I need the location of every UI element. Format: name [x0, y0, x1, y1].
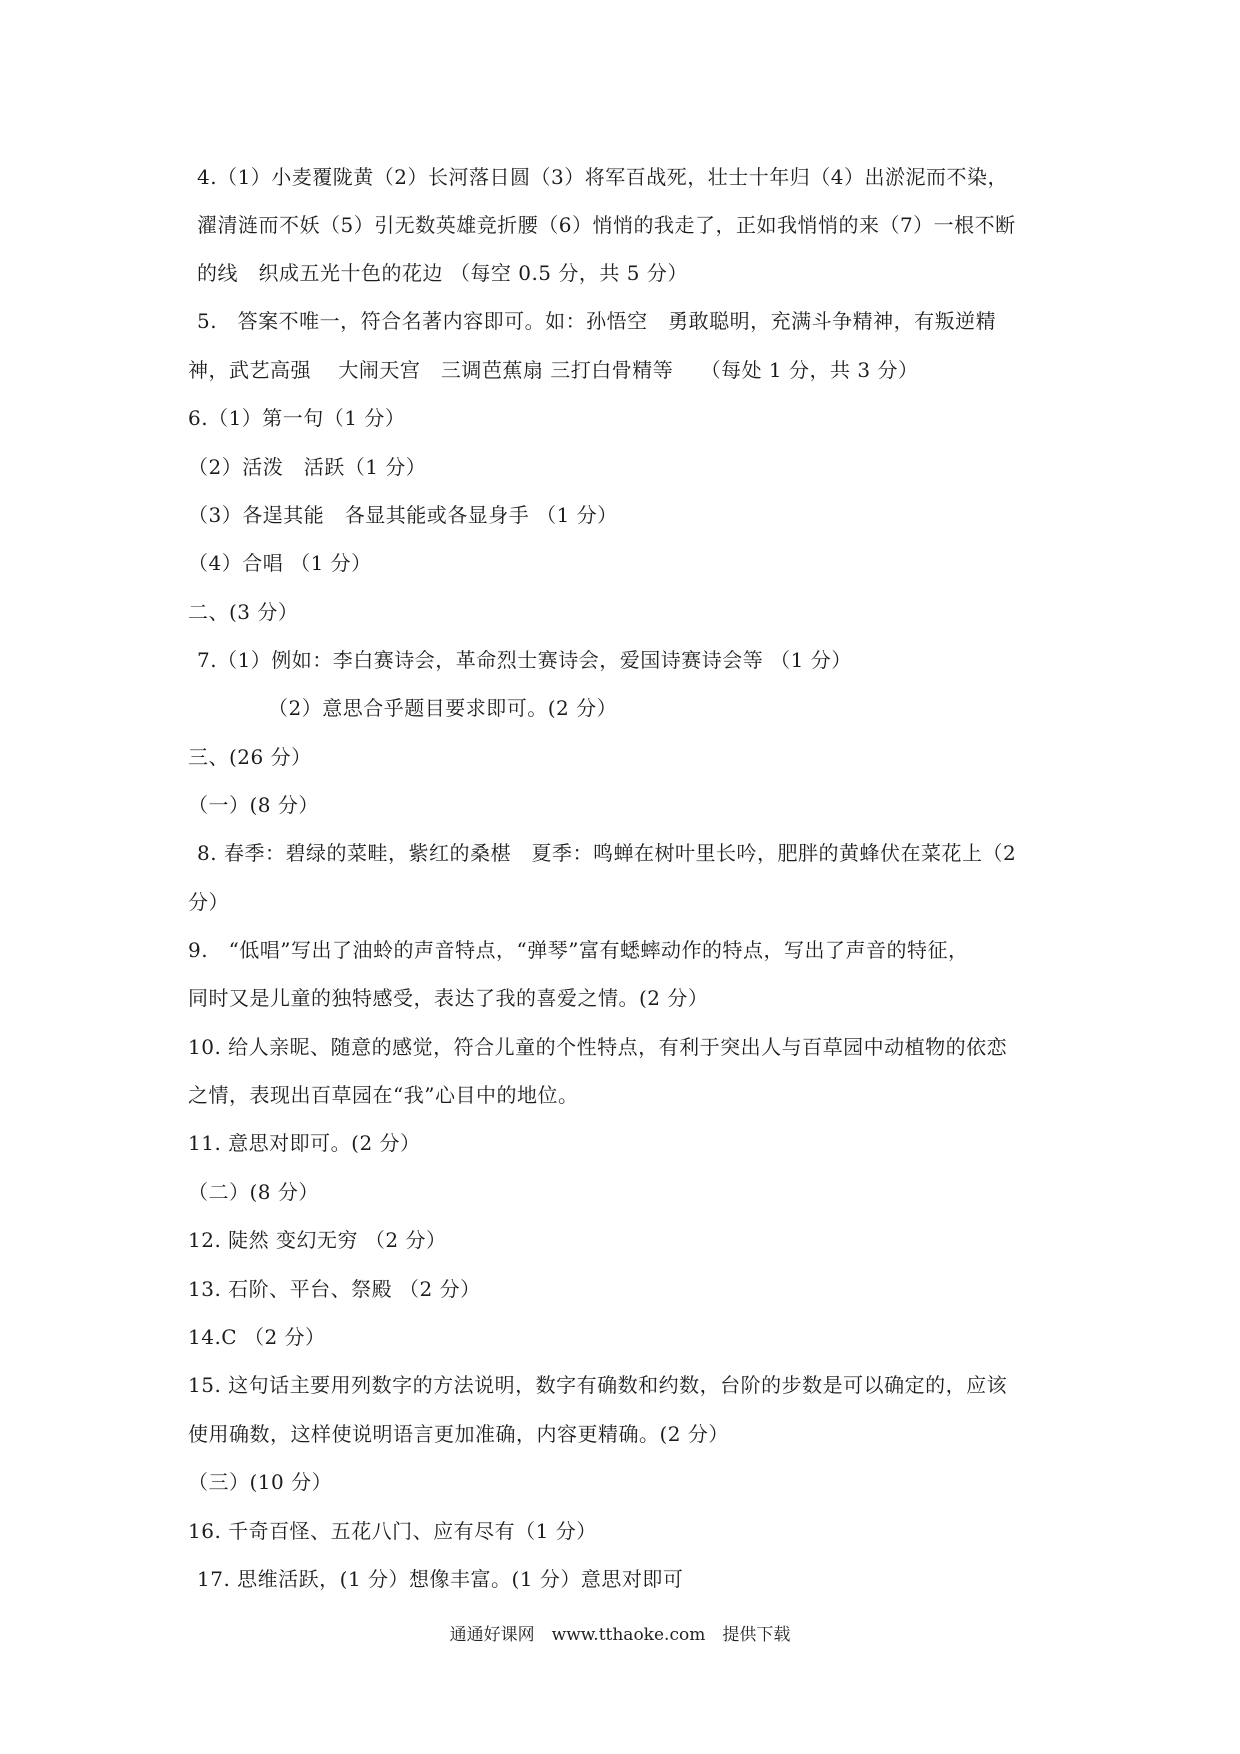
answer-15-line-2: 使用确数，这样使说明语言更加准确，内容更精确。(2 分）: [188, 1422, 729, 1446]
subsection-1-heading: （一）(8 分）: [188, 793, 319, 817]
answer-7-2: （2）意思合乎题目要求即可。(2 分）: [268, 696, 618, 720]
answer-7-1: 7.（1）例如：李白赛诗会，革命烈士赛诗会，爱国诗赛诗会等 （1 分）: [197, 648, 852, 672]
answer-4-line-3: 的线 织成五光十色的花边 （每空 0.5 分，共 5 分）: [197, 261, 688, 285]
answer-4-line-2: 濯清涟而不妖（5）引无数英雄竞折腰（6）悄悄的我走了，正如我悄悄的来（7）一根不断: [197, 213, 1016, 237]
section-2-heading: 二、(3 分）: [188, 600, 299, 624]
answer-4-line-1: 4.（1）小麦覆陇黄（2）长河落日圆（3）将军百战死，壮士十年归（4）出淤泥而不染，: [197, 165, 1008, 189]
answer-6-1: 6.（1）第一句（1 分）: [188, 406, 406, 430]
answer-17: 17. 思维活跃，(1 分）想像丰富。(1 分）意思对即可: [197, 1567, 684, 1591]
answer-13: 13. 石阶、平台、祭殿 （2 分）: [188, 1277, 481, 1301]
subsection-2-heading: （二）(8 分）: [188, 1180, 319, 1204]
answer-9-line-1: 9. “低唱”写出了油蛉的声音特点，“弹琴”富有蟋蟀动作的特点，写出了声音的特征，: [188, 938, 969, 962]
answer-10-line-2: 之情，表现出百草园在“我”心目中的地位。: [188, 1083, 579, 1107]
answer-6-2: （2）活泼 活跃（1 分）: [188, 455, 427, 479]
answer-12: 12. 陡然 变幻无穷 （2 分）: [188, 1228, 447, 1252]
answer-11: 11. 意思对即可。(2 分）: [188, 1131, 421, 1155]
answer-9-line-2: 同时又是儿童的独特感受，表达了我的喜爱之情。(2 分）: [188, 986, 709, 1010]
page-footer: 通通好课网 www.tthaoke.com 提供下载: [449, 1625, 791, 1645]
answer-5-line-2: 神，武艺高强 大闹天宫 三调芭蕉扇 三打白骨精等 （每处 1 分，共 3 分）: [188, 358, 919, 382]
answer-16: 16. 千奇百怪、五花八门、应有尽有（1 分）: [188, 1519, 597, 1543]
section-3-heading: 三、(26 分）: [188, 745, 312, 769]
answer-15-line-1: 15. 这句话主要用列数字的方法说明，数字有确数和约数，台阶的步数是可以确定的，应该: [188, 1373, 1008, 1397]
answer-14: 14.C （2 分）: [188, 1325, 326, 1349]
answer-6-3: （3）各逞其能 各显其能或各显身手 （1 分）: [188, 503, 618, 527]
subsection-3-heading: （三）(10 分）: [188, 1470, 333, 1494]
answer-5-line-1: 5. 答案不唯一，符合名著内容即可。如：孙悟空 勇敢聪明，充满斗争精神，有叛逆精: [197, 309, 997, 333]
answer-10-line-1: 10. 给人亲昵、随意的感觉，符合儿童的个性特点，有利于突出人与百草园中动植物的依恋: [188, 1035, 1008, 1059]
answer-6-4: （4）合唱 （1 分）: [188, 551, 372, 575]
answer-8-line-1: 8. 春季：碧绿的菜畦，紫红的桑椹 夏季：鸣蝉在树叶里长吟，肥胖的黄蜂伏在菜花上（2: [197, 841, 1017, 865]
answer-8-line-2: 分）: [188, 890, 229, 914]
